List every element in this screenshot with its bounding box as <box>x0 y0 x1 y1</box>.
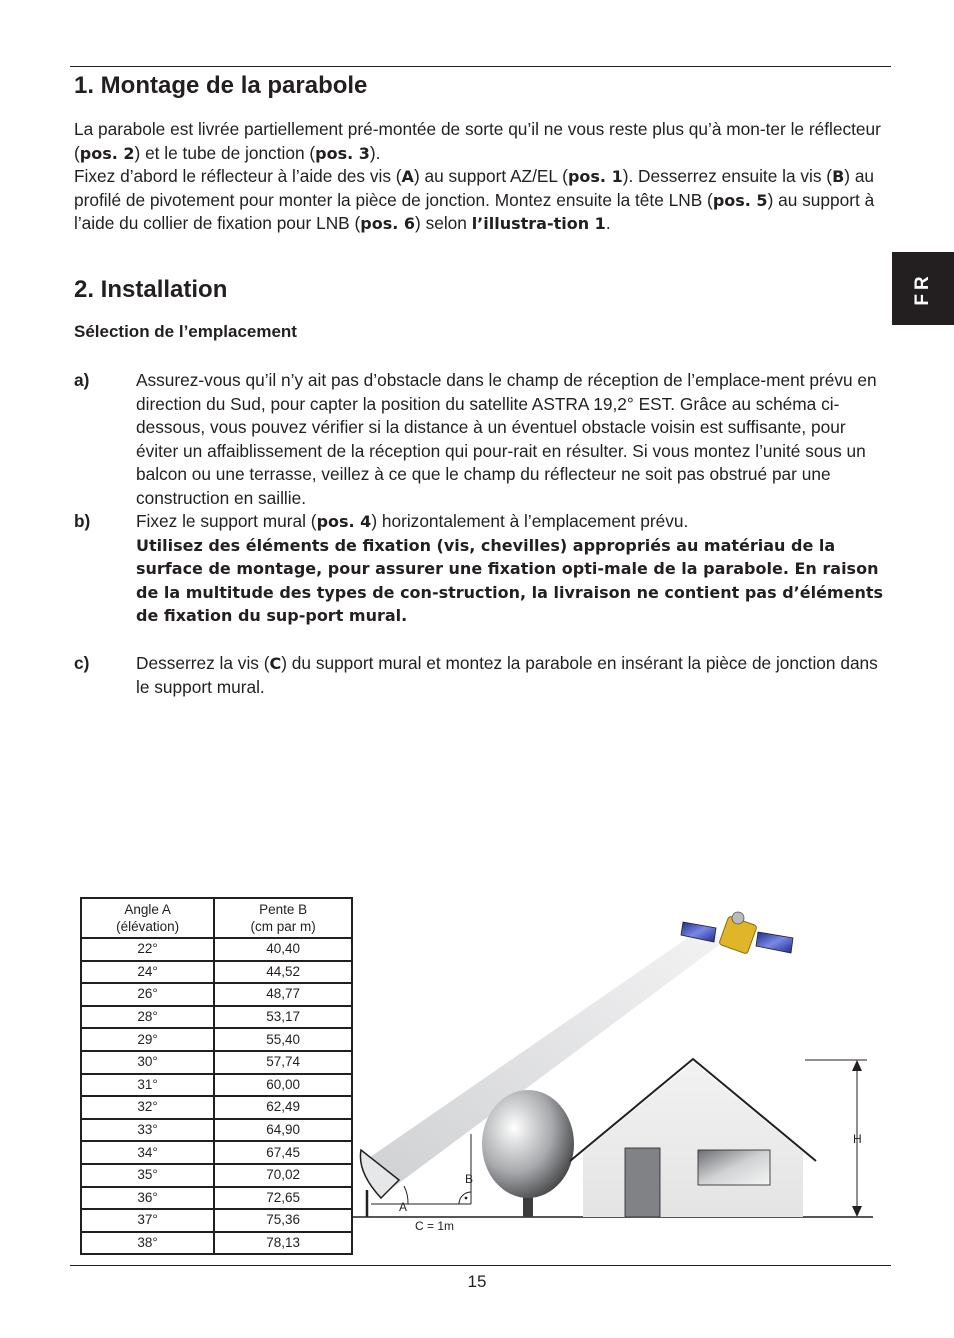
table-row: 31° 60,00 <box>81 1074 352 1097</box>
list-label: c) <box>74 653 90 673</box>
table-body <box>81 938 352 1254</box>
list-item-b <box>74 510 889 628</box>
table-row: 36° 72,65 <box>81 1187 352 1210</box>
list-label: b) <box>74 511 91 531</box>
language-tab-label: FR <box>912 271 933 306</box>
section-1-paragraph: La parabole est livrée partiellement pré-montée de sorte qu’il ne vous reste plus qu’à mon-ter le réflecteur (pos. 2) et le tube de jonction (pos. 3). Fixez d’abord le réflecteur à l’aide des vis (A) au support AZ/EL (pos. 1). Desserrez ensuite la vis (B) au profilé de pivotement pour monter la pièce de jonction. Montez ensuite la tête LNB (pos. 5) au support à l’aide du collier de fixation pour LNB (pos. 6) selon l’illustra-tion 1. <box>74 119 881 233</box>
table-row: 22° 40,40 <box>81 938 352 961</box>
section-1-title: 1. Montage de la parabole <box>74 72 368 99</box>
warning-text: Utilisez des éléments de fixation (vis, chevilles) appropriés au matériau de la surface de montage, pour assurer une fixation opti-male de la parabole. En raison de la multitude des types de con-struction, la livraison ne contient pas d’éléments de fixation du sup-port mural. <box>136 535 883 625</box>
table-row: 32° 62,49 <box>81 1096 352 1119</box>
list-text: Fixez le support mural (pos. 4) horizontalement à l’emplacement prévu. Utilisez des éléments de fixation (vis, chevilles) appropriés au matériau de la surface de montage, pour assurer une fixation opti-male de la parabole. En raison de la multitude des types de con-struction, la livraison ne contient pas d’éléments de fixation du sup-port mural. <box>136 511 883 625</box>
table-row: 29° 55,40 <box>81 1028 352 1051</box>
section-2-title: 2. Installation <box>74 276 228 303</box>
table-header-angle: Angle A (élévation) <box>81 898 214 938</box>
installation-diagram <box>353 880 873 1260</box>
house-icon <box>570 1059 816 1217</box>
section-2-subtitle: Sélection de l’emplacement <box>74 322 297 341</box>
elevation-table <box>80 897 353 1255</box>
list-item-a <box>74 369 889 510</box>
label-H: H <box>853 1132 862 1146</box>
label-C: C = 1m <box>415 1219 455 1233</box>
list-item-c <box>74 652 889 699</box>
table-row: 38° 78,13 <box>81 1232 352 1255</box>
label-A: A <box>399 1200 408 1214</box>
top-rule <box>70 66 891 67</box>
table-row: 37° 75,36 <box>81 1209 352 1232</box>
label-B: B <box>465 1172 474 1186</box>
tree-icon <box>482 1090 574 1217</box>
list-text: Desserrez la vis (C) du support mural et montez la parabole en insérant la pièce de jonction dans le support mural. <box>136 653 878 697</box>
table-row: 28° 53,17 <box>81 1006 352 1029</box>
bottom-rule <box>70 1265 891 1266</box>
page-number: 15 <box>467 1272 487 1291</box>
table-row: 30° 57,74 <box>81 1051 352 1074</box>
table-row: 33° 64,90 <box>81 1119 352 1142</box>
language-tab <box>892 252 954 325</box>
list-text: Assurez-vous qu’il n’y ait pas d’obstacle dans le champ de réception de l’emplace-ment prévu en direction du Sud, pour capter la position du satellite ASTRA 19,2° EST. Grâce au schéma ci-dessous, vous pouvez vérifier si la distance à un éventuel obstacle voisin est suffisante, pour éviter un affaiblissement de la réception qui pour-rait en résulter. Si vous montez l’unité sous un balcon ou une terrasse, veillez à ce que le champ du réflecteur ne soit pas obstrué par une construction en saillie. <box>136 370 877 508</box>
list-label: a) <box>74 370 90 390</box>
table-row: 24° 44,52 <box>81 961 352 984</box>
table-row: 35° 70,02 <box>81 1164 352 1187</box>
table-header-slope: Pente B (cm par m) <box>214 898 352 938</box>
table-row: 26° 48,77 <box>81 983 352 1006</box>
table-row: 34° 67,45 <box>81 1141 352 1164</box>
